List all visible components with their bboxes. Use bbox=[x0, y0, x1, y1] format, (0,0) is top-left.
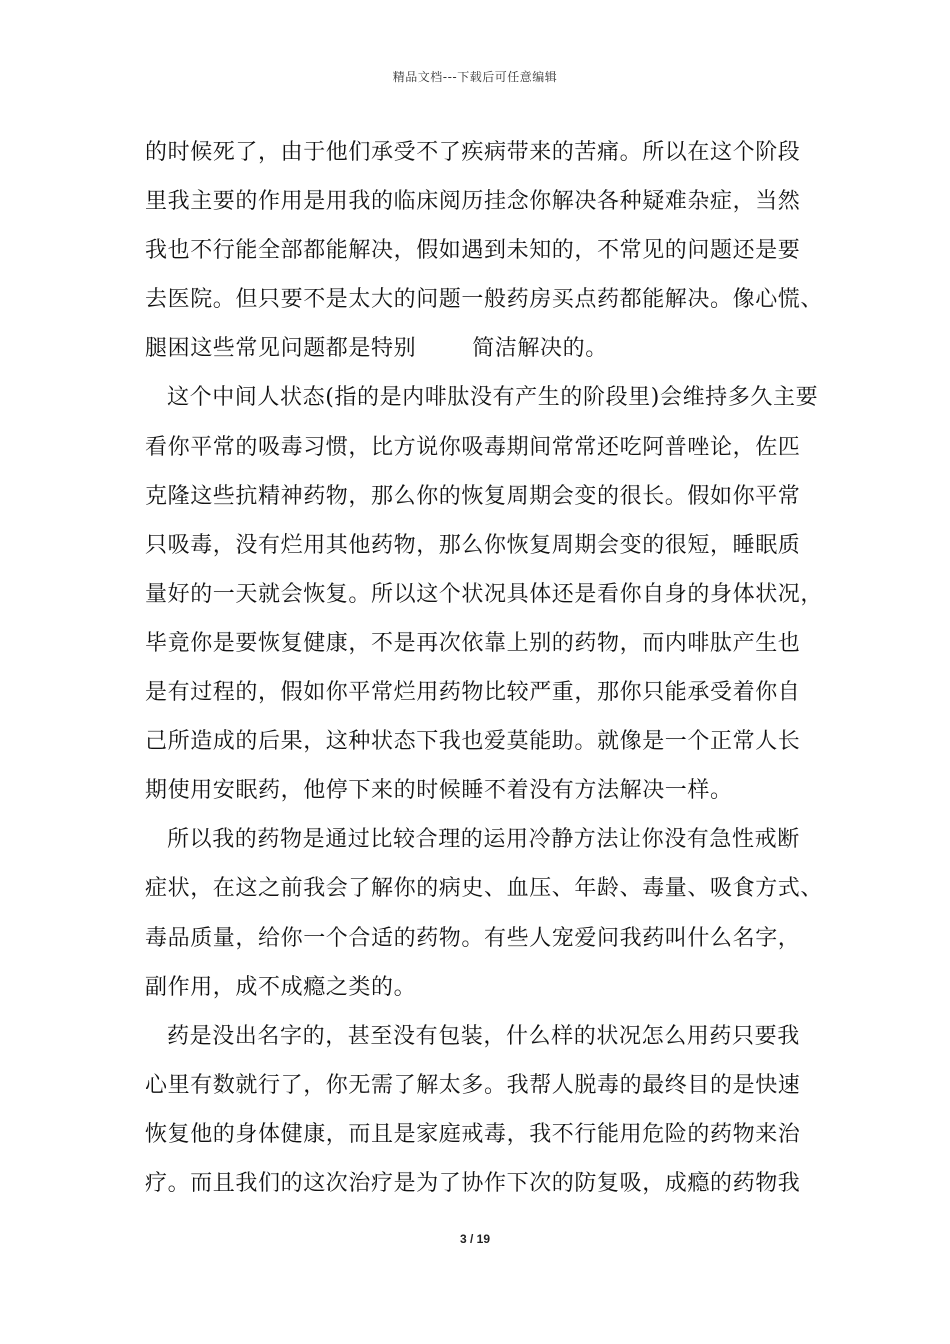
text-line: 只吸毒，没有烂用其他药物，那么你恢复周期会变的很短，睡眠质 bbox=[145, 532, 801, 558]
text-line: 疗。而且我们的这次治疗是为了协作下次的防复吸，成瘾的药物我 bbox=[145, 1170, 801, 1196]
text-line: 的时候死了，由于他们承受不了疾病带来的苦痛。所以在这个阶段 bbox=[145, 140, 801, 165]
text-line: 克隆这些抗精神药物，那么你的恢复周期会变的很长。假如你平常 bbox=[145, 483, 801, 509]
text-line: 恢复他的身体健康，而且是家庭戒毒，我不行能用危险的药物来治 bbox=[145, 1121, 801, 1147]
text-line: 是有过程的，假如你平常烂用药物比较严重，那你只能承受着你自 bbox=[145, 680, 801, 706]
text-line: 量好的一天就会恢复。所以这个状况具体还是看你自身的身体状况， bbox=[145, 581, 824, 607]
text-line: 副作用，成不成瘾之类的。 bbox=[145, 974, 417, 1000]
body-text bbox=[145, 128, 825, 1208]
page-header: 精品文档---下载后可任意编辑 bbox=[392, 70, 558, 84]
text-line-split bbox=[145, 324, 825, 373]
text-line: 己所造成的后果，这种状态下我也爱莫能助。就像是一个正常人长 bbox=[145, 729, 801, 755]
text-fragment: 腿困这些常见问题都是特别 bbox=[145, 336, 417, 362]
text-line: 期使用安眠药，他停下来的时候睡不着没有方法解决一样。 bbox=[145, 778, 733, 804]
paragraph-start: 药是没出名字的，甚至没有包装，什么样的状况怎么用药只要我 bbox=[167, 1023, 800, 1049]
text-line: 症状，在这之前我会了解你的病史、血压、年龄、毒量、吸食方式、 bbox=[145, 876, 824, 902]
text-line: 毒品质量，给你一个合适的药物。有些人宠爱问我药叫什么名字， bbox=[145, 925, 801, 951]
paragraph-start: 所以我的药物是通过比较合理的运用冷静方法让你没有急性戒断 bbox=[167, 827, 800, 853]
text-line: 看你平常的吸毒习惯，比方说你吸毒期间常常还吃阿普唑论，佐匹 bbox=[145, 434, 801, 460]
page-number: 3 / 19 bbox=[459, 1232, 491, 1246]
text-line: 里我主要的作用是用我的临床阅历挂念你解决各种疑难杂症，当然 bbox=[145, 189, 801, 215]
text-line: 心里有数就行了，你无需了解太多。我帮人脱毒的最终目的是快速 bbox=[145, 1072, 801, 1098]
text-fragment: 简洁解决的。 bbox=[472, 336, 608, 362]
text-line: 毕竟你是要恢复健康，不是再次依靠上别的药物，而内啡肽产生也 bbox=[145, 630, 801, 656]
paragraph-start: 这个中间人状态(指的是内啡肽没有产生的阶段里)会维持多久主要 bbox=[167, 385, 819, 411]
text-line: 我也不行能全部都能解决，假如遇到未知的，不常见的问题还是要 bbox=[145, 238, 801, 264]
text-line: 去医院。但只要不是太大的问题一般药房买点药都能解决。像心慌、 bbox=[145, 287, 824, 313]
